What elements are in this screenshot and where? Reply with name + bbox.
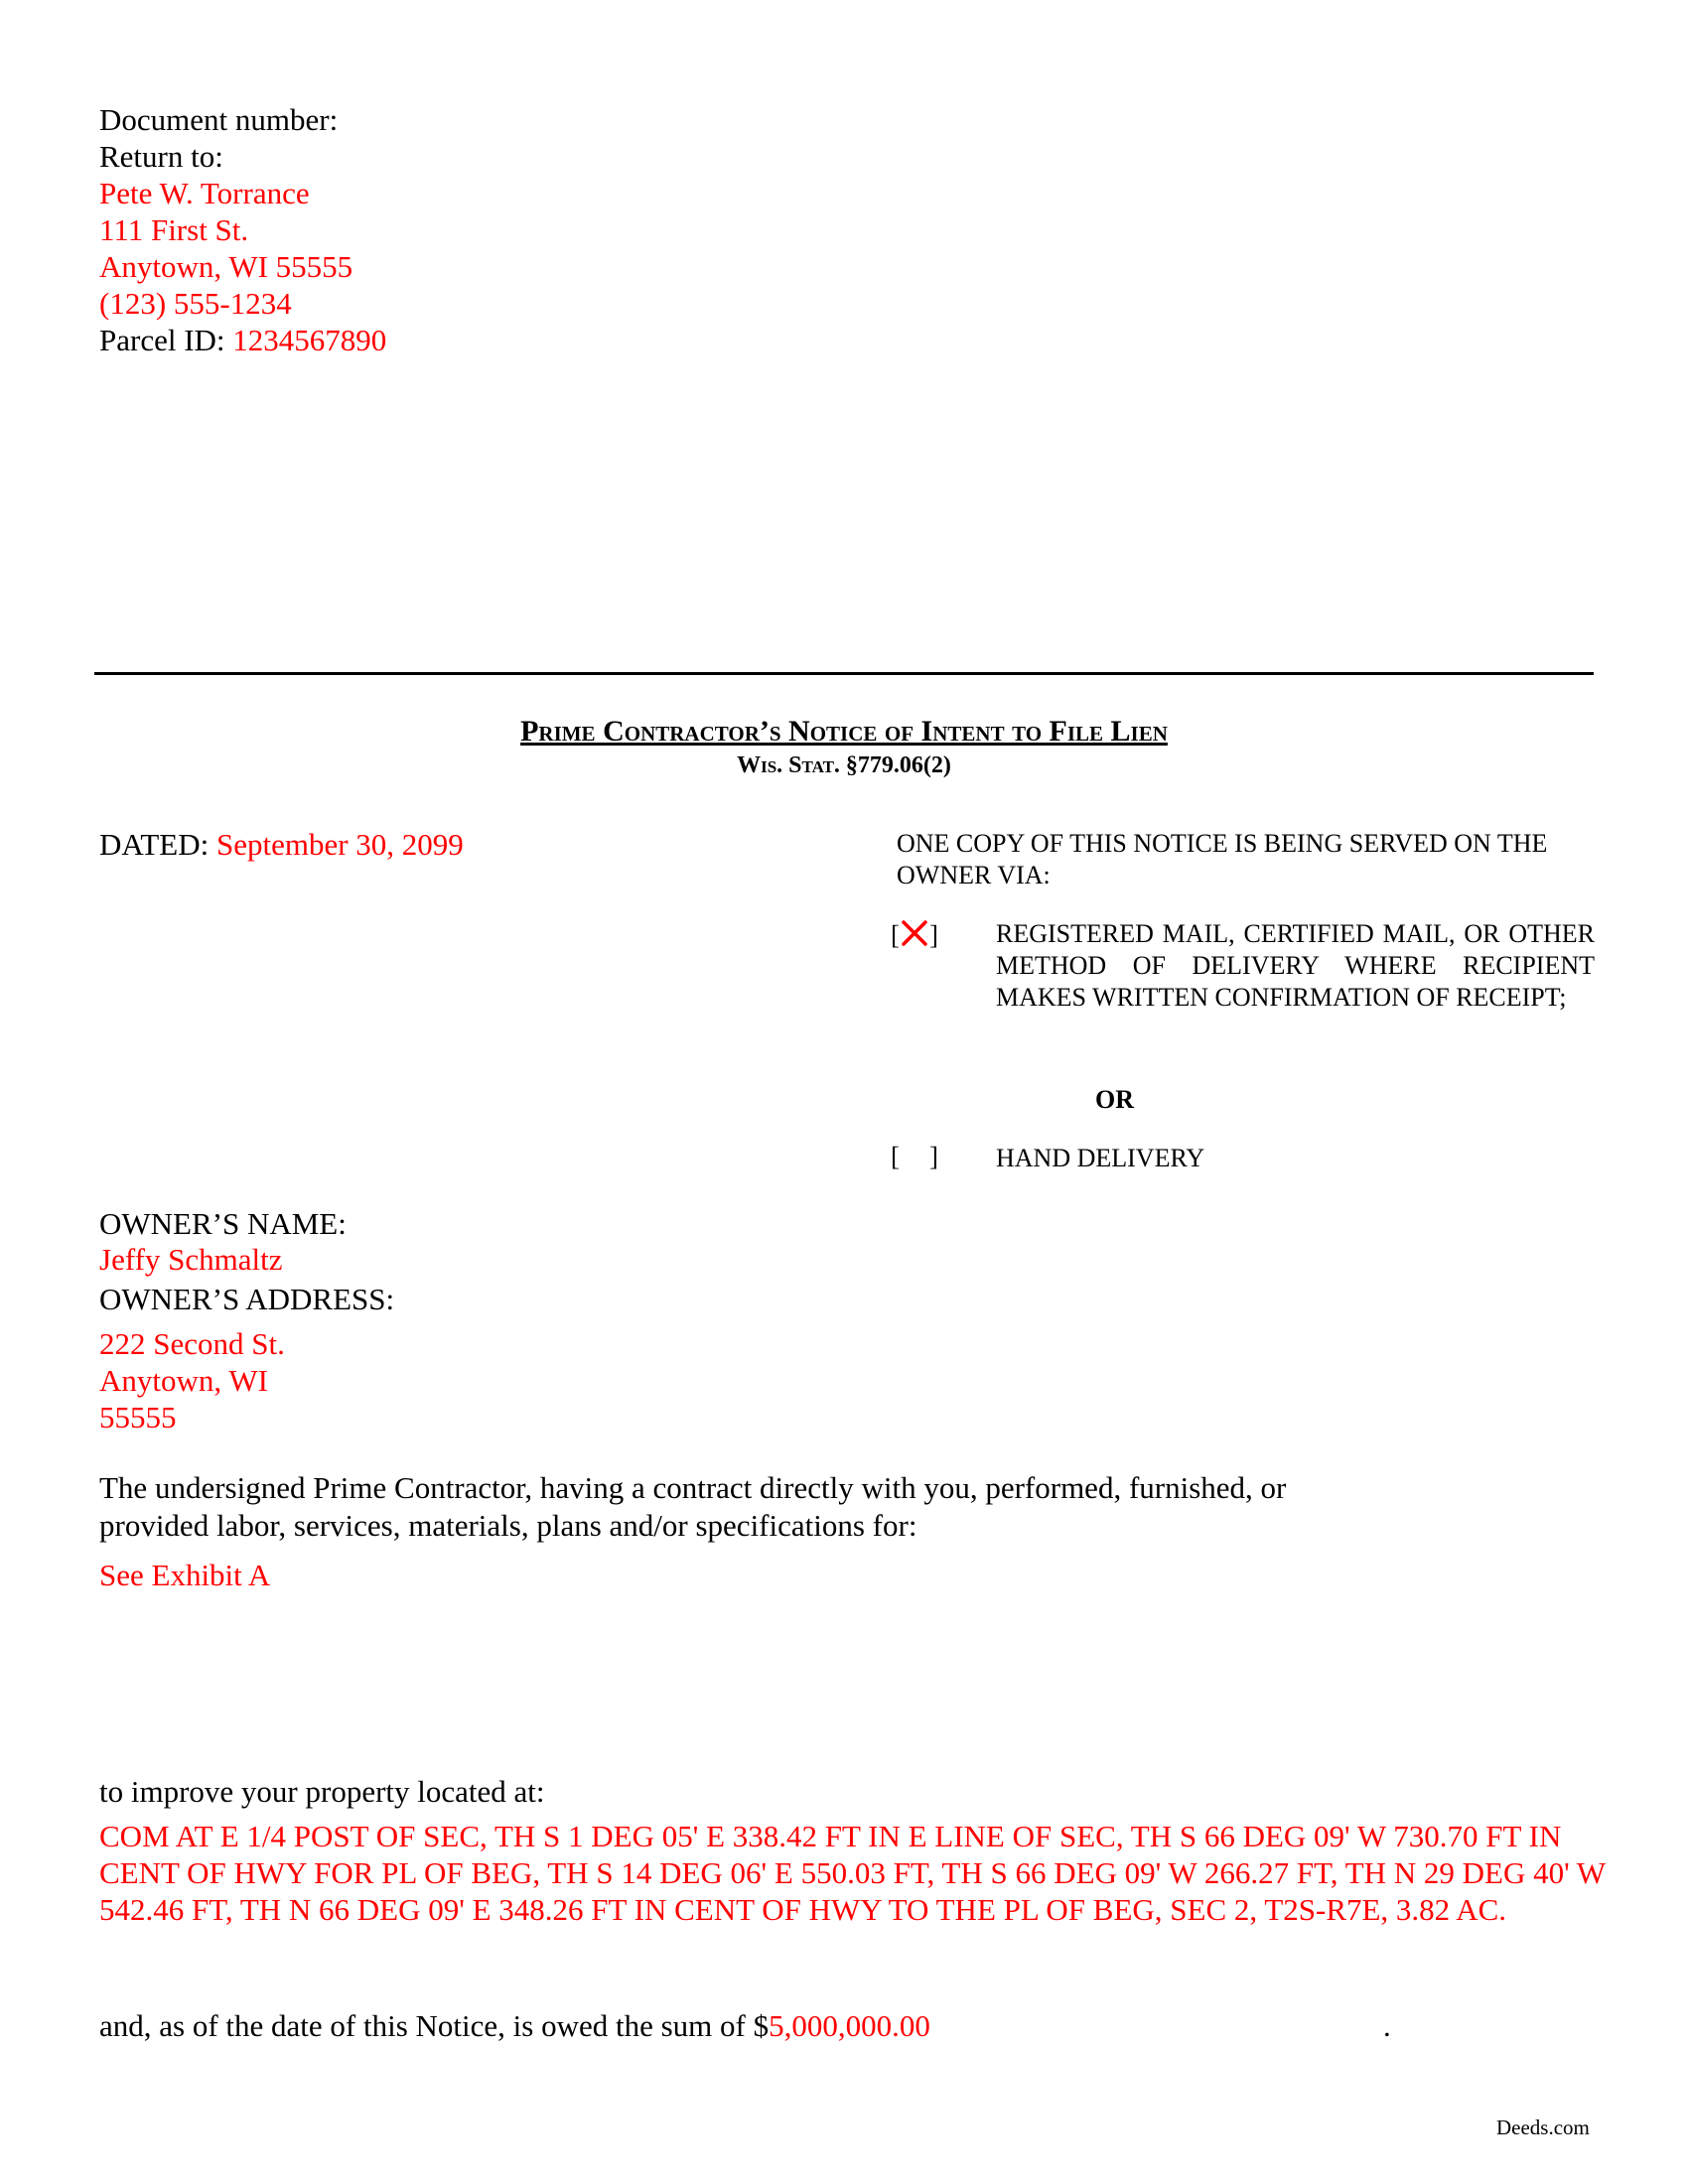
parcel-row: [99, 322, 386, 358]
owner-zip: 55555: [99, 1400, 177, 1434]
return-name: Pete W. Torrance: [99, 176, 310, 210]
improve-label: to improve your property located at:: [99, 1774, 545, 1809]
parcel-label: Parcel ID:: [99, 323, 225, 357]
return-street: 111 First St.: [99, 212, 249, 247]
sum-label: and, as of the date of this Notice, is owed the sum of $: [99, 2008, 770, 2043]
document-title-text: Prime Contractor’s Notice of Intent to File Lien: [520, 715, 1168, 748]
check-x-icon: [900, 918, 929, 948]
sum-period: .: [1383, 2008, 1391, 2043]
owner-street: 222 Second St.: [99, 1326, 285, 1361]
option-hand-delivery-label: HAND DELIVERY: [996, 1144, 1205, 1172]
legal-description: COM AT E 1/4 POST OF SEC, TH S 1 DEG 05' E 338.42 FT IN E LINE OF SEC, TH S 66 DEG 09' W 730.70 FT IN CENT OF HWY FOR PL OF BEG, TH S 14 DEG 06' E 550.03 FT, TH S 66 DEG 09' W 266.27 FT, TH N 29 DEG 40' W 542.46 FT, TH N 66 DEG 09' E 348.26 FT IN CENT OF HWY TO THE PL OF BEG, SEC 2, T2S-R7E, 3.82 AC.: [99, 1819, 1606, 1927]
dated-row: [99, 827, 464, 863]
sum-owed-row: [99, 2008, 930, 2044]
statute-reference: Wis. Stat. §779.06(2): [737, 752, 951, 778]
header-divider: [94, 672, 1594, 675]
checkbox-hand-delivery[interactable]: [ ]: [891, 1142, 938, 1171]
contractor-paragraph: The undersigned Prime Contractor, having a contract directly with you, performed, furnished, or provided labor, services, materials, plans and/or specifications for:: [99, 1470, 1287, 1543]
parcel-id: 1234567890: [232, 323, 387, 357]
service-intro: ONE COPY OF THIS NOTICE IS BEING SERVED ON THE OWNER VIA:: [897, 829, 1548, 889]
or-label: OR: [1095, 1085, 1134, 1114]
work-description: See Exhibit A: [99, 1558, 271, 1592]
owner-name: Jeffy Schmaltz: [99, 1242, 283, 1277]
owner-address-label: OWNER’S ADDRESS:: [99, 1282, 395, 1316]
dated-value: September 30, 2099: [215, 827, 464, 862]
owner-city: Anytown, WI: [99, 1363, 268, 1398]
sum-value: 5,000,000.00: [769, 2008, 930, 2043]
return-city: Anytown, WI 55555: [99, 249, 353, 284]
return-to-label: Return to:: [99, 139, 223, 174]
dated-label: DATED:: [99, 827, 210, 862]
return-to-block: [99, 101, 386, 358]
checkbox-registered-mail[interactable]: [ ]: [891, 920, 938, 950]
footer-brand: Deeds.com: [1496, 2116, 1590, 2139]
owner-name-label: OWNER’S NAME:: [99, 1206, 347, 1241]
option-registered-mail-label: REGISTERED MAIL, CERTIFIED MAIL, OR OTHER METHOD OF DELIVERY WHERE RECIPIENT MAKES WRITTEN CONFIRMATION OF RECEIPT;: [996, 919, 1595, 1012]
document-number-label: Document number:: [99, 102, 339, 137]
return-phone: (123) 555-1234: [99, 286, 292, 321]
document-title: [0, 715, 1688, 749]
